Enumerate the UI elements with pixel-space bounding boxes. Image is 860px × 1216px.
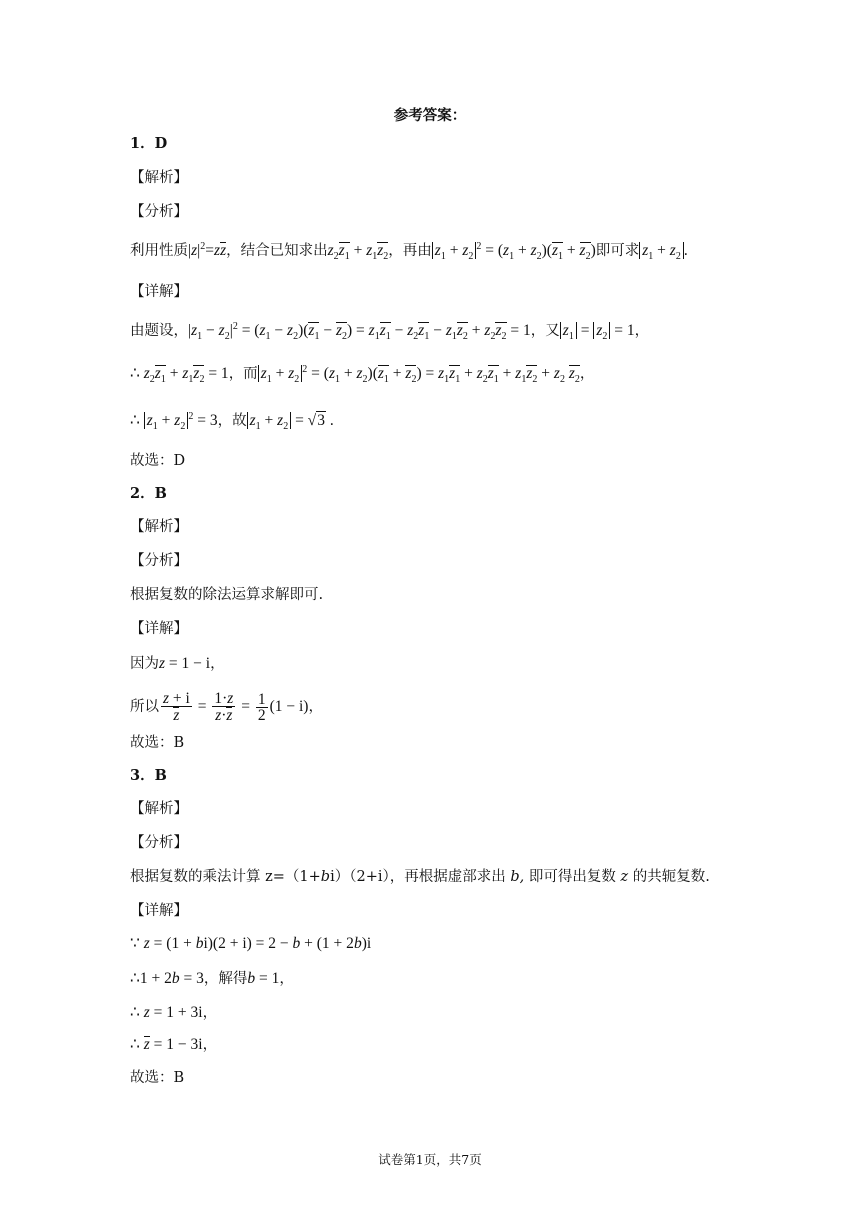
q1-answer-head: 1．D <box>130 135 168 152</box>
q1-detail-line-2: ∴ $z_2z_1 + z_1z_2 = 1$，而 $z_1 + z_2^2 = (z_1 + z_2)(z_1 + z_2) = z_1z_1 + z_2z_1 + z_1z_2 + z_2$ $z_2$， <box>130 363 595 386</box>
q2-final-answer: 故选：B <box>130 735 185 751</box>
q1-detail-line-1: 由题设，$|z_1 - z_2|^2 = (z_1 - z_2)(z_1 - z_2) = z_1z_1 - z_2z_1 - z_1z_2 + z_2z_2 = 1$，又 $z_1 = z_2 = 1$， <box>130 320 650 343</box>
q3-detail-line-2: ∴1 + 2b = 3，解得b = 1， <box>130 970 294 987</box>
q1-final-answer: 故选：D <box>130 453 186 469</box>
q2-detail-line-1: 因为z = 1 − i， <box>130 655 225 672</box>
q3-xiangjie-label: 【详解】 <box>130 903 188 919</box>
q2-jiexi-label: 【解析】 <box>130 519 188 535</box>
q1-detail-line-3: ∴ $z_1 + z_2^2 = 3$，故 $z_1 + z_2 = √3$ . <box>130 410 334 433</box>
q3-detail-line-1: ∵ z = (1 + bi)(2 + i) = 2 − b + (1 + 2b)i <box>130 935 372 952</box>
q3-final-answer: 故选：B <box>130 1070 185 1086</box>
q3-detail-line-4: ∴ z = 1 − 3i， <box>130 1036 218 1053</box>
page-footer: 试卷第1页，共7页 <box>378 1152 482 1167</box>
q3-detail-line-3: ∴ z = 1 + 3i， <box>130 1004 218 1021</box>
q2-fenxi-text: 根据复数的除法运算求解即可. <box>130 587 324 603</box>
q2-answer-head: 2．B <box>130 485 167 502</box>
q2-xiangjie-label: 【详解】 <box>130 621 188 637</box>
page-title: 参考答案： <box>393 107 467 124</box>
q1-fenxi-label: 【分析】 <box>130 204 188 220</box>
q3-jiexi-label: 【解析】 <box>130 801 188 817</box>
q3-fenxi-label: 【分析】 <box>130 835 188 851</box>
q1-jiexi-label: 【解析】 <box>130 170 188 186</box>
q3-answer-head: 3．B <box>130 767 167 784</box>
q2-detail-line-2: 所以 $\frac{z + i}{z}$ = $\frac{1\cdot z}{z\cdot z}$ = $\frac{1}{2}$ (1 − i)， <box>130 689 323 724</box>
q1-fenxi-text: 利用性质$|z|^2=zz$，结合已知求出$z_2z_1 + z_1z_2$，再由 $z_1 + z_2^2 = (z_1 + z_2)(z_1 + z_2)$即可求 $z_1 + z_2$ . <box>130 240 688 263</box>
q2-fenxi-label: 【分析】 <box>130 553 188 569</box>
q1-xiangjie-label: 【详解】 <box>130 284 188 300</box>
q3-fenxi-text: 根据复数的乘法计算 z=（1+bi）（2+i），再根据虚部求出 b, 即可得出复数 z 的共轭复数. <box>130 869 710 885</box>
